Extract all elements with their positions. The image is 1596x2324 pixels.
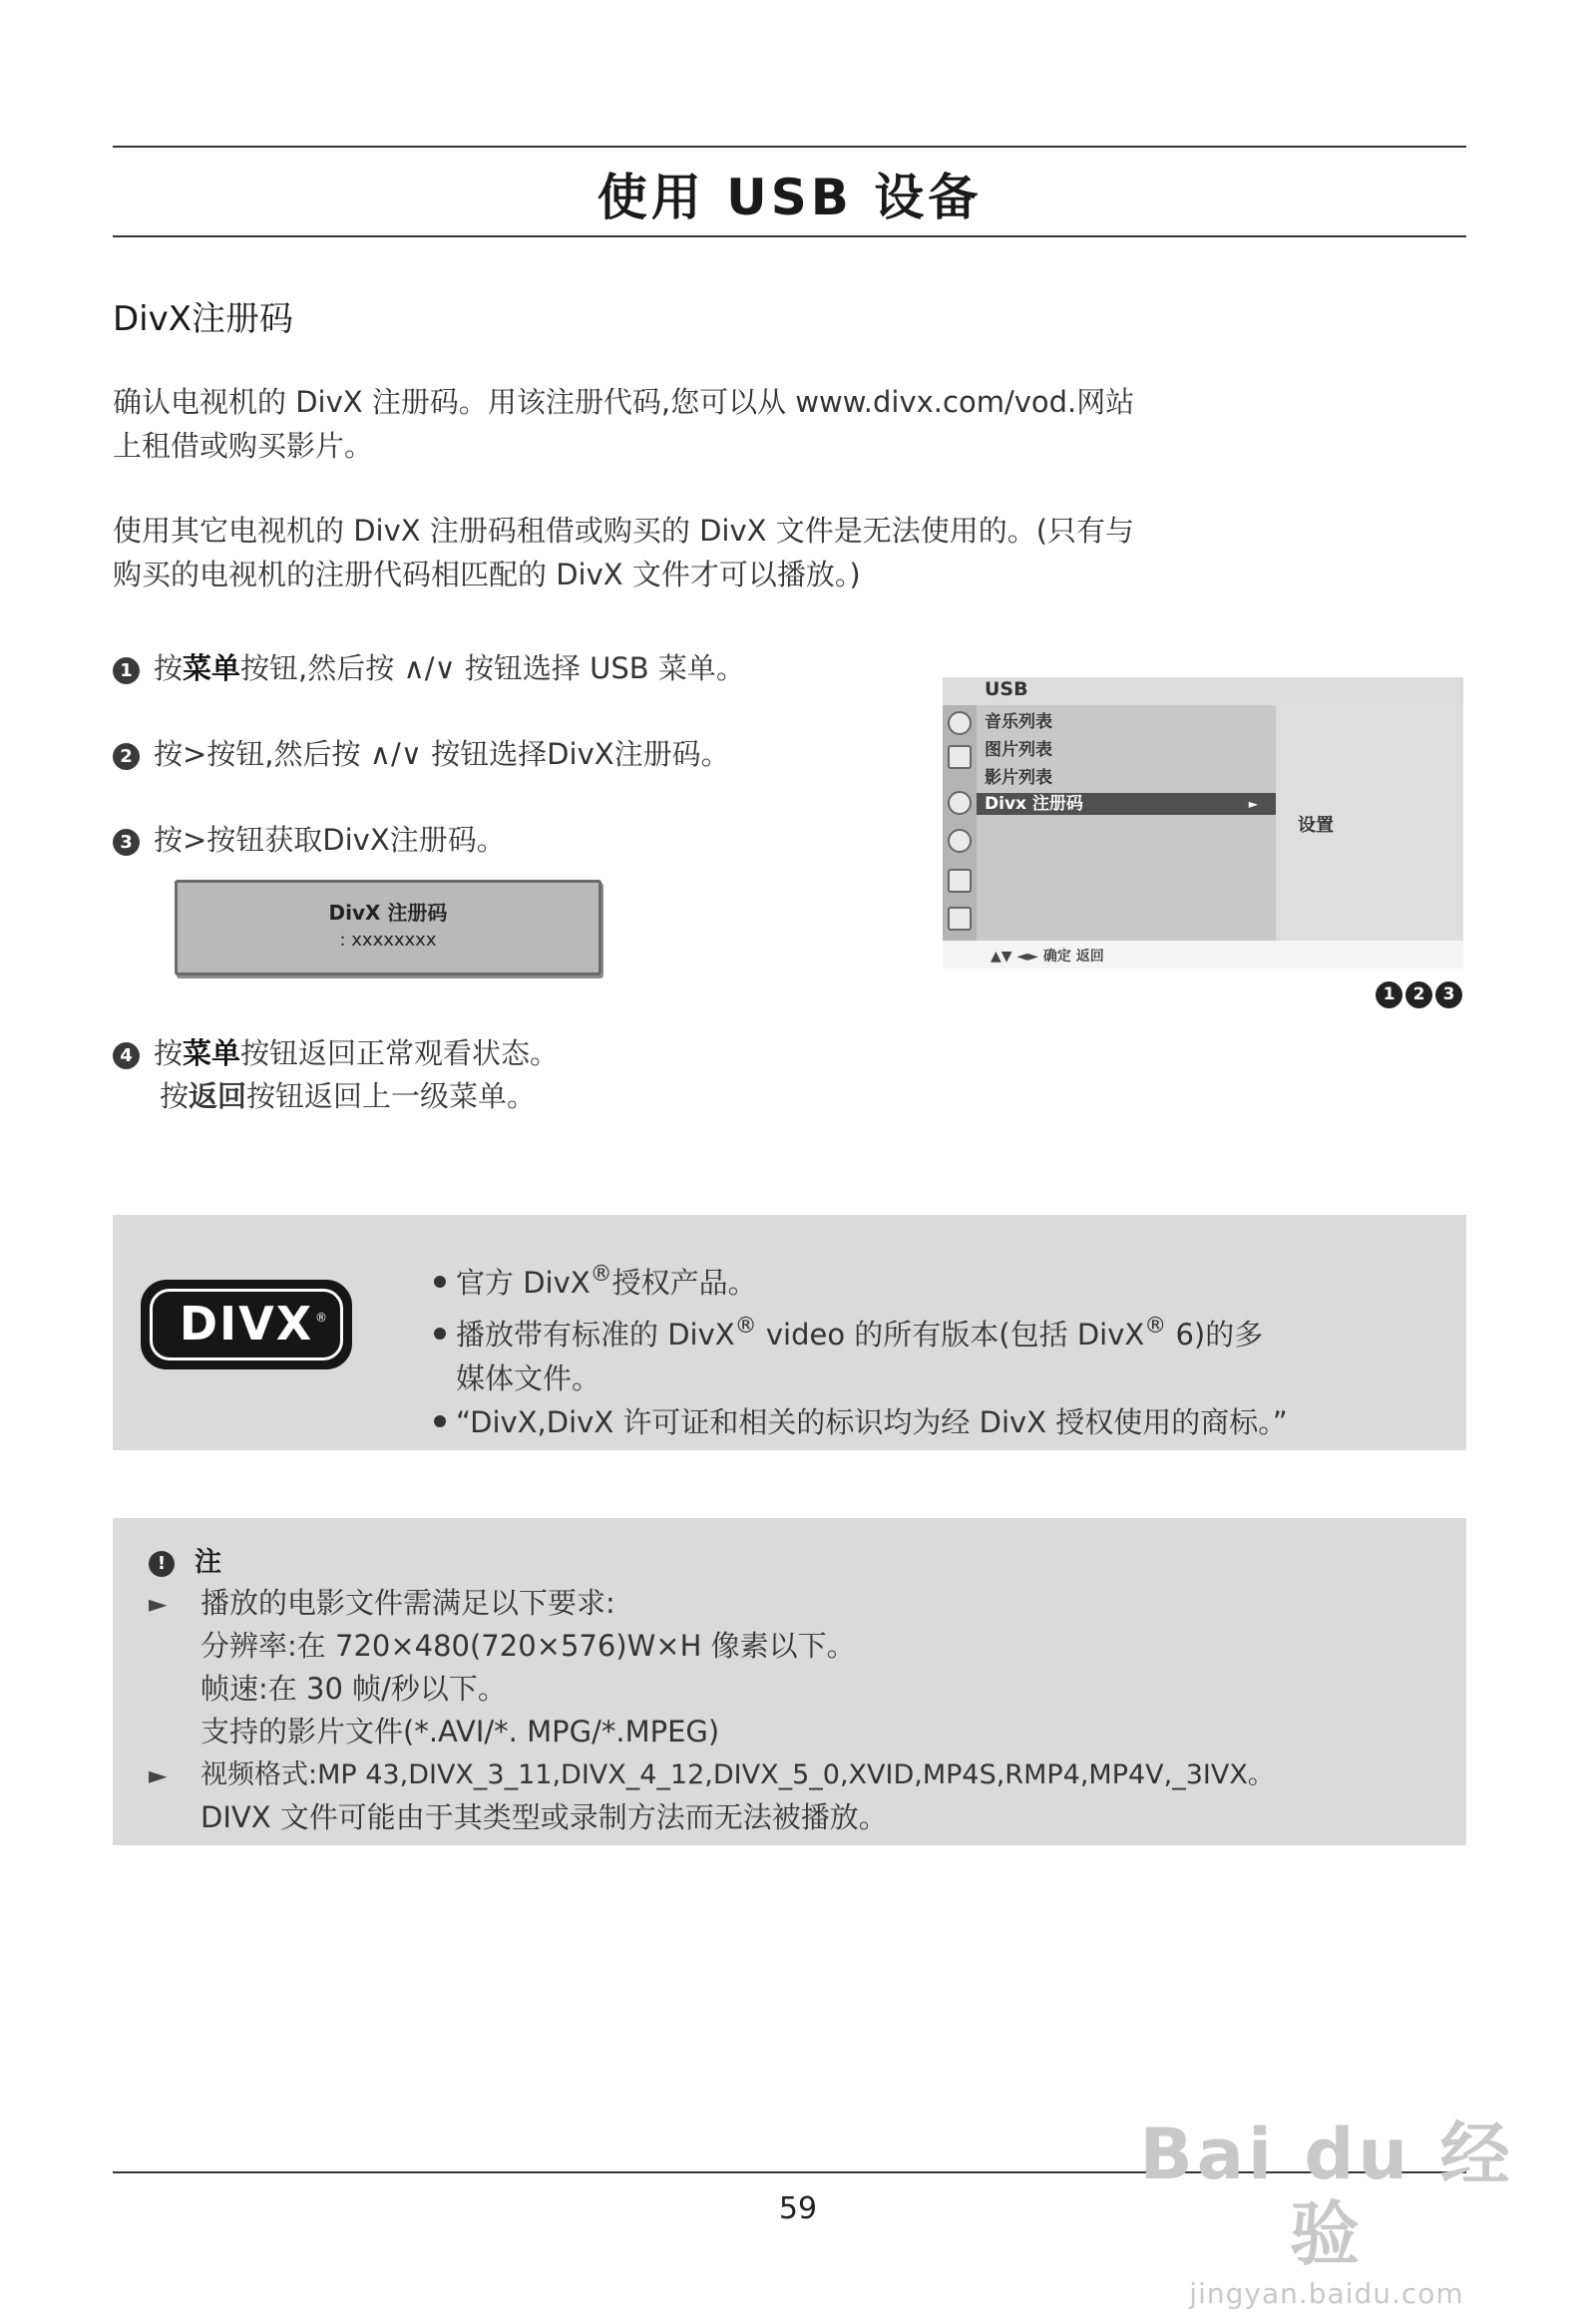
step-1 <box>113 646 745 690</box>
bullet-dot-icon <box>434 1276 446 1288</box>
osd-menu-list <box>977 705 1276 941</box>
note-line: 播放的电影文件需满足以下要求: <box>200 1586 615 1620</box>
divx-logo <box>141 1280 352 1369</box>
osd-selected-label: Divx 注册码 <box>985 794 1083 814</box>
step-text-bold: 菜单 <box>183 651 241 685</box>
note-line: 视频格式:MP 43,DIVX_3_11,DIVX_4_12,DIVX_5_0,XVID,MP4S,RMP4,MP4V,_3IVX。 <box>200 1759 1275 1790</box>
picture-icon <box>948 745 972 769</box>
watermark-logo-text: Bai du 经验 <box>1139 2114 1514 2275</box>
bullet-item <box>434 1253 1288 1305</box>
osd-item-photo[interactable]: 图片列表 <box>985 740 1052 760</box>
note-line: 帧速:在 30 帧/秒以下。 <box>200 1672 507 1706</box>
top-rule <box>113 146 1466 148</box>
usb-icon <box>948 907 972 931</box>
step-2 <box>113 732 730 776</box>
step-text-pre: 按>按钮,然后按 ∧/∨ 按钮选择DivX注册码。 <box>154 737 730 771</box>
warning-line-1: 使用其它电视机的 DivX 注册码租借或购买的 DivX 文件是无法使用的。(只有与 <box>113 514 1135 548</box>
step-text-pre: 按 <box>154 651 184 685</box>
ref-number: 2 <box>1405 981 1432 1008</box>
step-text-pre: 按 <box>154 1036 184 1070</box>
osd-item-movie[interactable]: 影片列表 <box>985 768 1052 788</box>
intro-line-1: 确认电视机的 DivX 注册码。用该注册代码,您可以从 www.divx.com/vod.网站 <box>113 385 1135 419</box>
step-text-bold: 菜单 <box>183 1036 241 1070</box>
option-icon <box>948 791 972 815</box>
play-arrow-icon: ► <box>149 1590 168 1618</box>
bullet-dot-icon <box>434 1328 446 1340</box>
arrow-right-icon: ► <box>1248 797 1258 811</box>
bullet-text: 6)的多 <box>1166 1318 1264 1352</box>
step-3 <box>113 818 506 862</box>
osd-footer <box>943 941 1463 968</box>
divx-info-panel <box>113 1215 1466 1450</box>
step-reference-numbers <box>1373 981 1462 1008</box>
clock-icon <box>948 829 972 853</box>
baidu-watermark <box>1127 2114 1526 2310</box>
osd-title: USB <box>985 678 1028 700</box>
step-text-post: 按钮返回正常观看状态。 <box>240 1036 560 1070</box>
registered-mark: ® <box>734 1314 757 1339</box>
divx-registration-box <box>175 880 601 975</box>
registered-mark: ® <box>590 1262 612 1287</box>
osd-icon-bar <box>943 705 977 941</box>
step-number: 2 <box>113 743 140 770</box>
osd-submenu <box>1280 705 1463 941</box>
divx-bullets <box>434 1253 1288 1444</box>
note-heading <box>149 1540 221 1579</box>
bullet-text: 授权产品。 <box>611 1266 757 1300</box>
ref-number: 3 <box>1435 981 1462 1008</box>
section-title: DivX注册码 <box>113 299 294 339</box>
bullet-item <box>434 1400 1288 1444</box>
warning-paragraph <box>113 509 1230 596</box>
osd-item-music[interactable]: 音乐列表 <box>985 712 1052 732</box>
osd-item-divx-reg[interactable] <box>977 793 1276 815</box>
step-text-post: 按钮,然后按 ∧/∨ 按钮选择 USB 菜单。 <box>240 651 745 685</box>
registered-mark: ® <box>1144 1314 1167 1339</box>
step-number: 3 <box>113 829 140 856</box>
step-4 <box>113 1031 559 1075</box>
bullet-text: 播放带有标准的 DivX <box>456 1318 735 1352</box>
step-number: 4 <box>113 1042 140 1069</box>
title-rule <box>113 235 1466 237</box>
note-line: DIVX 文件可能由于其类型或录制方法而无法被播放。 <box>200 1800 888 1834</box>
page-title: 使用 USB 设备 <box>597 169 983 226</box>
warning-line-2: 购买的电视机的注册代码相匹配的 DivX 文件才可以播放。) <box>113 558 861 591</box>
disc-icon <box>948 711 972 735</box>
page-number: 59 <box>778 2191 818 2226</box>
note-line: 支持的影片文件(*.AVI/*. MPG/*.MPEG) <box>200 1715 720 1748</box>
step-sub-post: 按钮返回上一级菜单。 <box>246 1079 537 1113</box>
exclamation-icon: ! <box>149 1551 175 1577</box>
bullet-text: video 的所有版本(包括 DivX <box>756 1318 1145 1352</box>
intro-paragraph <box>113 380 1230 468</box>
divx-logo-text: DIVX <box>150 1289 343 1360</box>
bullet-item <box>434 1305 1288 1356</box>
step-number: 1 <box>113 657 140 684</box>
registered-mark-icon: ® <box>315 1311 327 1325</box>
bullet-dot-icon <box>434 1415 446 1427</box>
reg-box-value: : xxxxxxxx <box>339 930 437 951</box>
osd-footer-hints: ▲▼ ◄► 确定 返回 <box>991 949 1104 965</box>
note-panel <box>113 1518 1466 1845</box>
reg-box-title: DivX 注册码 <box>328 901 448 925</box>
step-sub-bold: 返回 <box>189 1079 247 1113</box>
note-line: 分辨率:在 720×480(720×576)W×H 像素以下。 <box>200 1629 856 1663</box>
osd-submenu-setting[interactable]: 设置 <box>1298 815 1334 836</box>
step-sub-pre: 按 <box>160 1079 190 1113</box>
bullet-text: 媒体文件。 <box>456 1361 601 1395</box>
usb-menu-screenshot <box>943 677 1463 968</box>
note-title: 注 <box>195 1547 221 1578</box>
play-arrow-icon: ► <box>149 1761 168 1789</box>
bullet-text: 官方 DivX <box>456 1266 591 1300</box>
ref-number: 1 <box>1376 981 1402 1008</box>
bullet-continuation <box>434 1356 1288 1400</box>
watermark-url: jingyan.baidu.com <box>1189 2277 1464 2310</box>
step-text-pre: 按>按钮获取DivX注册码。 <box>154 823 506 857</box>
lock-icon <box>948 869 972 893</box>
intro-line-2: 上租借或购买影片。 <box>113 429 374 463</box>
bullet-text: “DivX,DivX 许可证和相关的标识均为经 DivX 授权使用的商标。” <box>456 1405 1288 1439</box>
step-4-sub <box>160 1074 536 1118</box>
